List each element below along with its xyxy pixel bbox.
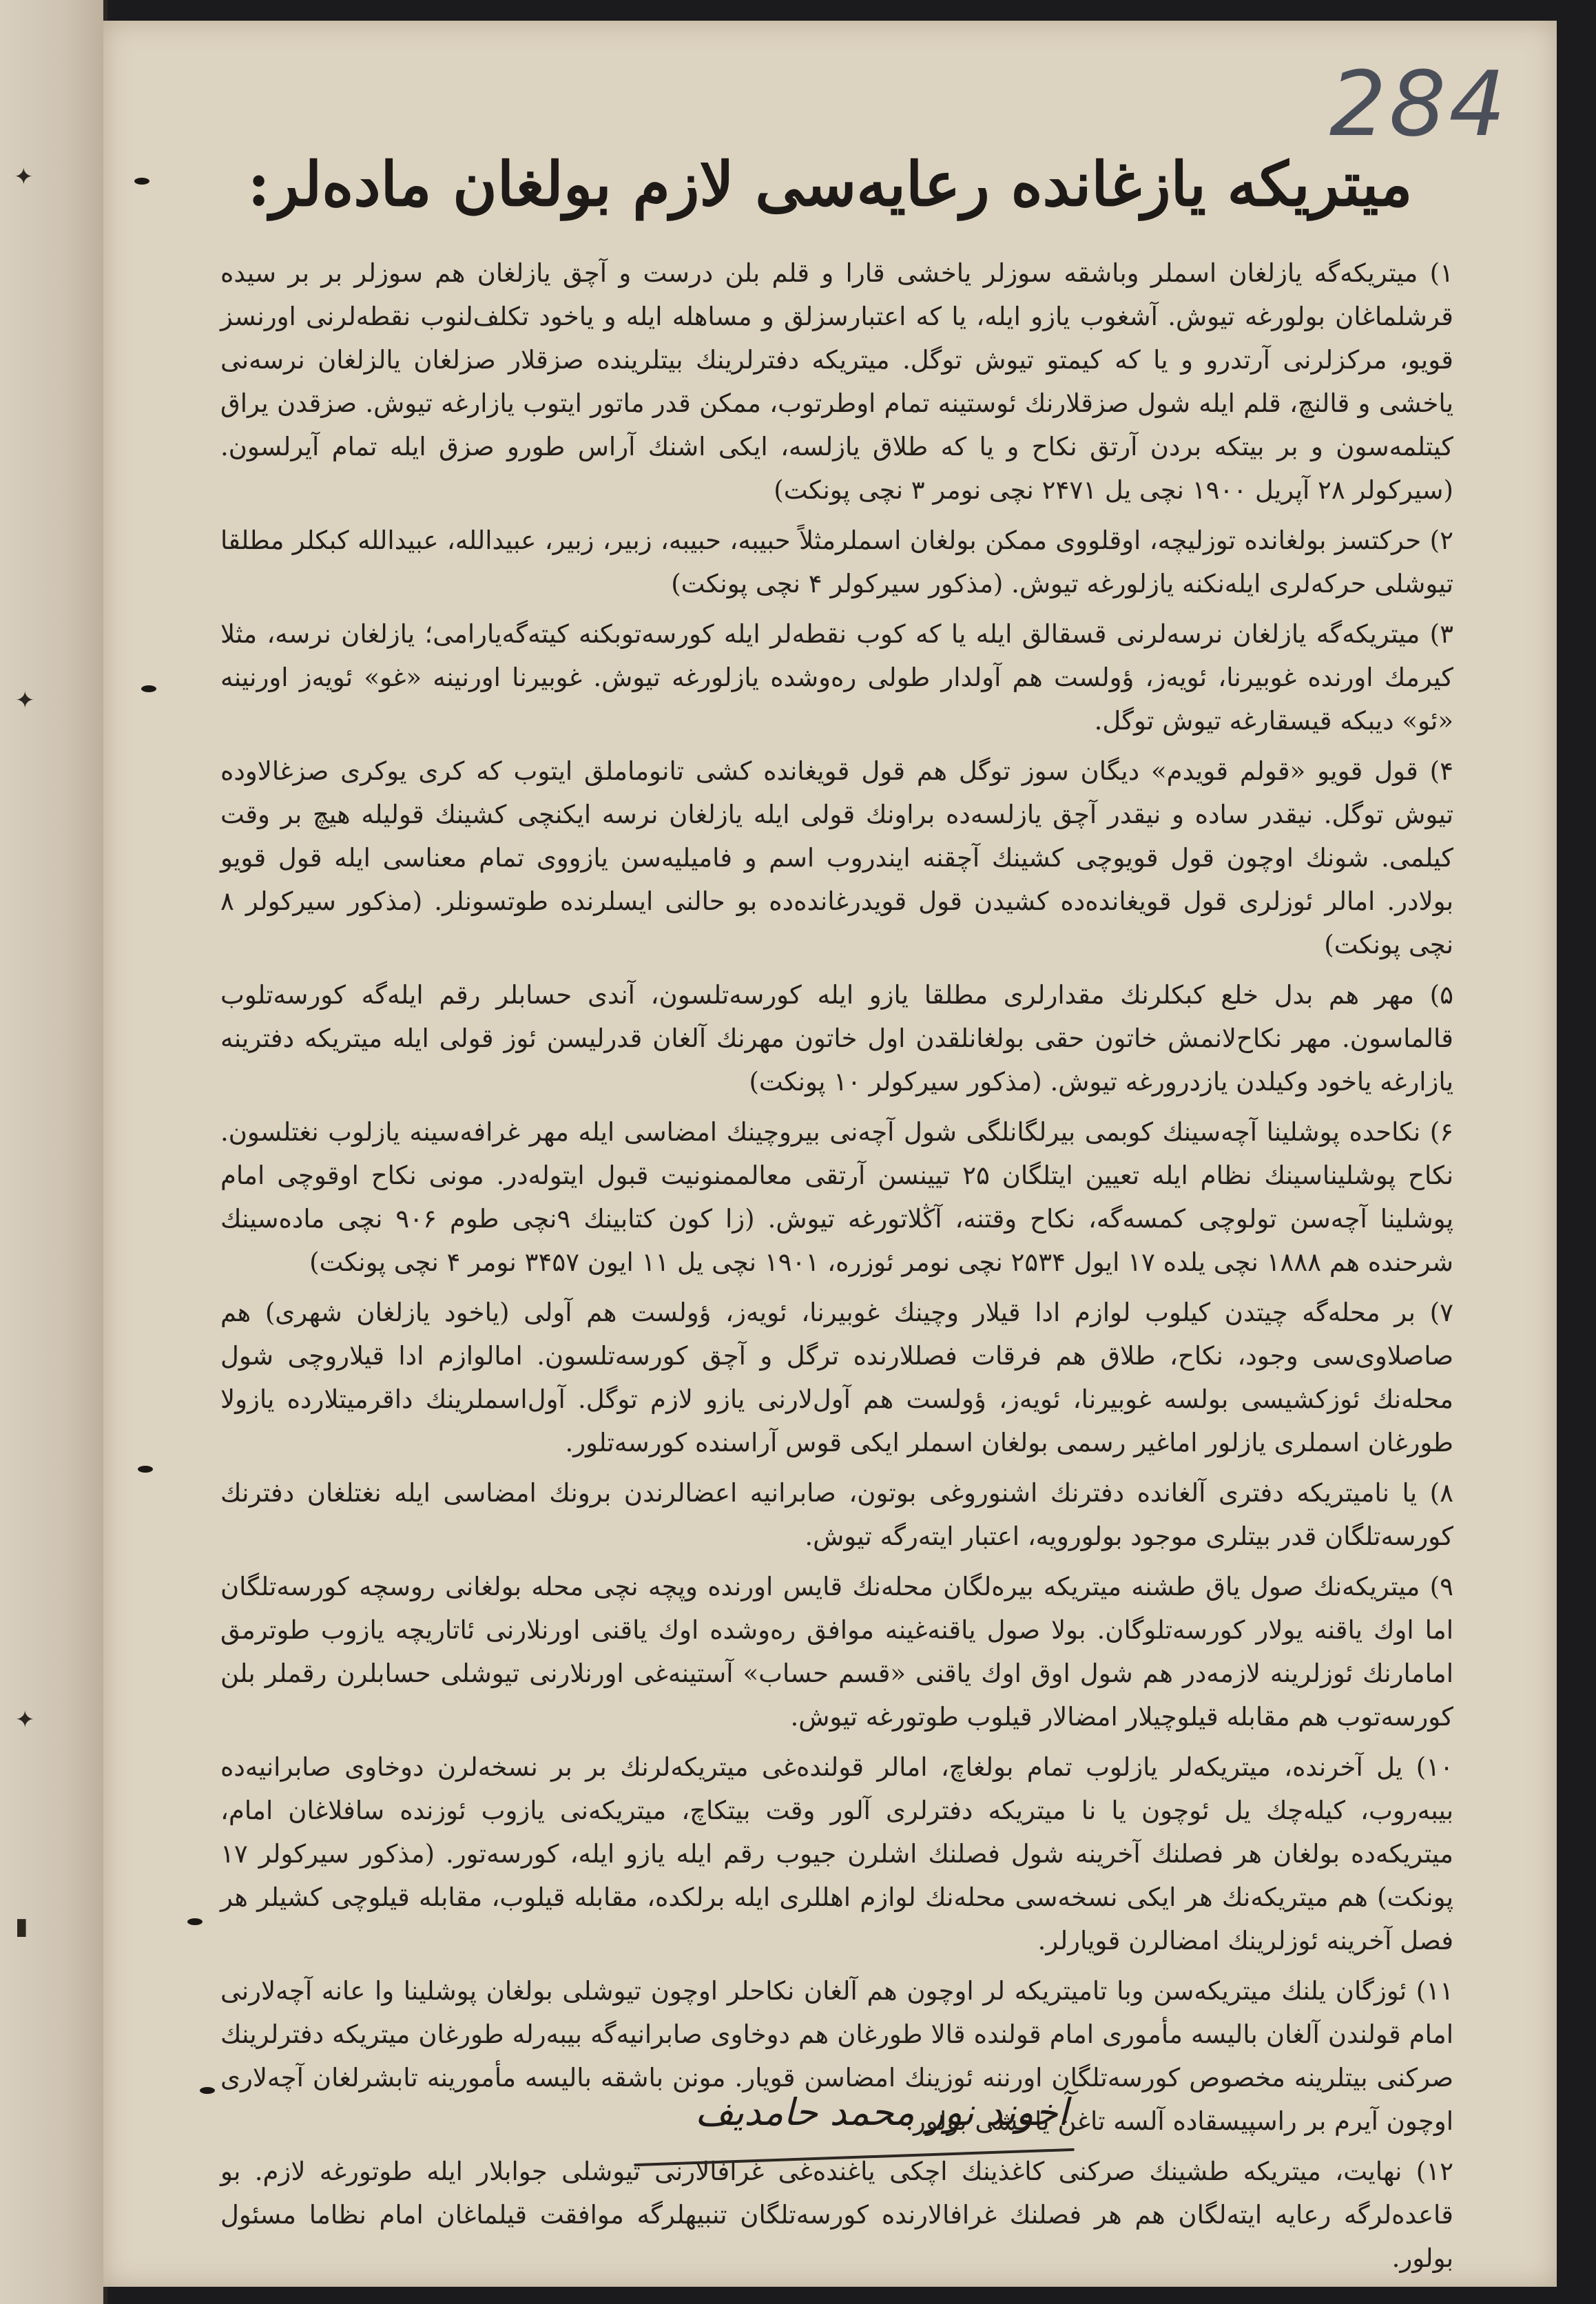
punch-hole-mark [187,1918,203,1925]
paragraph-5: ۵) مهر هم بدل خلع کبکلرنك مقدارلری مطلقا یازو ایله کورسه‌تلسون، آندی حسابلر رقم ایله‌گه کورسه‌تلوب قالماسون. مهر نکاح‌لانمش خاتون حقی بولغانلقدن اول خاتون مهرنك آلغان قدرلیسن ئوز قولی ایله میتریکه دفترینه یازارغه یاخود وکیلدن یازدرورغه تیوش. (مذکور سیرکولر ۱۰ پونکت) [220,980,1453,1097]
margin-mark: ✦ [15,1706,35,1734]
document-title: میتریکه یازغانده رعایه‌سی لازم بولغان ماده‌لر: [247,148,1413,220]
margin-mark: ✦ [15,687,35,714]
margin-mark: ▮ [15,1913,28,1940]
paragraph-8: ۸) یا نامیتریکه دفتری آلغانده دفترنك اشنوروغی بوتون، صابرانیه اعضالرندن برونك امضاسی ایله نغتلغان دفترنك کورسه‌تلگان قدر بیتلری موجود بولورویه، اعتبار ایته‌رگه تیوش. [220,1478,1453,1551]
punch-hole-mark [138,1466,153,1473]
paragraph-9: ۹) میتریکه‌نك صول یاق طشنه میتریکه بیره‌لگان محله‌نك قایس اورنده وپچه نچی محله بولغانی روسچه کورسه‌تلگان اما اوك یاقنه یولار کورسه‌تلوگان. بولا صول یاقنه‌غینه موافق رەوشدە اوك یاقنی اورنلارنی ئاتاریچه یازوب طوترمق امامارنك ئوزلرینه لازمه‌در هم شول اوق اوك یاقنی «قسم حساب» آستینه‌غی اورنلارنی تیوشلی حسابلرن رقملر بلن کورسه‌توب هم مقابله قیلوچیلار امضالار قیلوب طوتورغه تیوش. [220,1572,1453,1732]
paragraph-12: ۱۲) نهایت، میتریکه طشینك صرکنی کاغذینك اچکی یاغنده‌غی غرافالارنی تیوشلی جوابلار ایله طوتورغه لازم. بو قاعده‌لرگه رعایه ایته‌لگان هم هر فصلنك غرافالارنده کورسه‌تلگان تنبیهلرگه موافقت قیلماغان امام نظاما مسئول بولور. [220,2157,1453,2273]
paragraph-7: ۷) بر محله‌گه چیتدن کیلوب لوازم ادا قیلار وچینك غوبیرنا، ئویەز، ؤولست هم آولی (یاخود یازلغان شهری) هم صاصلاوی‌سی وجود، نکاح، طلاق هم فرقات فصللارنده ترگل و آچق کورسه‌تلسون. امالوازم ادا قیلاروچی شول محله‌نك ئوزکشیسی بولسه غوبیرنا، ئویەز، ؤولست هم آول‌لارنی یازو لازم توگل. آول‌اسملرینك داقرمیتلارده یازولا طورغان اسملری یازلور اماغیر رسمی بولغان اسملر ایکی قوس آراسنده کورسه‌تلور. [220,1298,1453,1457]
paragraph-1: ۱) میتریکه‌گه یازلغان اسملر وباشقه سوزلر یاخشی قارا و قلم بلن درست و آچق یازلغان هم سوزلر بر بر سیده قرشلماغان بولورغه تیوش. آشغوب یازو ایله، یا که اعتبارسزلق و مساهله ایله و یاخود تکلف‌لنوب نقطه‌لرنی اورنسز قویو، مرکزلرنی آرتدرو و یا که کیمتو تیوش توگل. میتریکه دفترلرینك بیتلرینده صزقلار صزلغان یالزلغان نرسه‌نی یاخشی و قالنچ، قلم ایله شول صزقلارنك ئوستینه تمام اوطرتوب، ممکن قدر ماتور ایتوب یازارغه تیوش. صزقدن یراق کیتلمه‌سون و بر بیتکه بردن آرتق نکاح و یا که طلاق یازلسه، ایکی اشنك آراس طورو صزق ایله تمام آیرلسون. (سیرکولر ۲۸ آپریل ۱۹۰۰ نچی یل ۲۴۷۱ نچی نومر ۳ نچی پونکت) [220,258,1453,505]
book-spine [0,0,107,2304]
punch-hole-mark [200,2087,215,2094]
paragraph-4: ۴) قول قویو «قولم قویدم» دیگان سوز توگل هم قول قویغانده کشی تانوماملق ایتوب که کری یوکری صزغالاوده تیوش توگل. نیقدر ساده و نیقدر آچق یازلسه‌ده براونك قولی ایله یازلغان نرسه ایکنچی کشینك قولیله هیچ بر وقت کیلمی. شونك اوچون قول قویوچی کشینك آچقنه ایندروب اسم و فامیلیه‌سن یازووی تمام معناسی ایله قول قویو بولادر. امالر ئوزلری قول قویغانده‌ده کشیدن قول قویدرغانده‌ده بو حالنی ایسلرنده طوتسونلر. (مذکور سیرکولر ۸ نچی پونکت) [220,756,1453,959]
folio-number: 284 [1329,52,1509,156]
paragraph-3: ۳) میتریکه‌گه یازلغان نرسه‌لرنی قسقالق ایله یا که کوب نقطه‌لر ایله کورسه‌توبکنه کیته‌گه‌یارامی؛ یازلغان نرسه، مثلا کیرمك اورنده غوبیرنا، ئویەز، ؤولست هم آولدار طولی رەوشدە یازلورغە تیوش. غوبیرنا اورنینە «غو» ئویەز اورنینە «ئو» دیبکە قیسقارغە تیوش توگل. [220,619,1453,736]
margin-mark: ✦ [14,163,34,191]
signature: آخوند نور محمد حامدیف [695,2090,1068,2134]
paragraph-2: ۲) حرکتسز بولغانده توزلیچه، اوقلووی ممکن بولغان اسملرمثلاً حبیبه، حبیبه، زبیر، زبیر، عبیدالله، عبیدالله کبکلر مطلقا تیوشلی حرکه‌لری ایله‌نکنه یازلورغه تیوش. (مذکور سیرکولر ۴ نچی پونکت) [220,526,1453,599]
paragraph-6: ۶) نکاحده پوشلینا آچه‌سینك کوبمی بیرلگانلگی شول آچه‌نی بیروچینك امضاسی ایله مهر غرافه‌سینه یازلوب نغتلسون. نکاح پوشلیناسینك نظام ایله تعیین ایتلگان ۲۵ تیینسن آرتقی معالممنونیت قبول ایتوله‌در. مونی نکاح اوقوچی امام پوشلینا آچه‌سن تولوچی کمسه‌گه، نکاح وقتنه، آڭلاتورغه تیوش. (زا کون کتابینك ۹نچی طوم ۹۰۶ نچی ماده‌سینك شرحنده هم ۱۸۸۸ نچی یلده ۱۷ ایول ۲۵۳۴ نچی نومر ئوزره، ۱۹۰۱ نچی یل ۱۱ ایون ۳۴۵۷ نومر ۴ نچی پونکت) [220,1117,1454,1277]
paragraph-11: ۱۱) ئوزگان یلنك میتریکه‌سن وبا تامیتریکه لر اوچون هم آلغان نکاحلر اوچون تیوشلی بولغان پوشلینا وا عانه آچه‌لارنی امام قولندن آلغان بالیسه مأموری امام قولنده قالا طورغان هم دوخاوی صابرانیه‌گه بیبه‌رله طورغان میتریکه دفترلرینك صرکنی بیتلرینه مخصوص کورسه‌تلگان اورننه ئوزینك امضاسن قویار. مونن باشقه بالیسه مأمورینه تابشرلغان آچه‌لاری اوچون آیرم بر راسپیسقاده آلسه تاغن یاخشی بولور. [220,1976,1453,2136]
paragraph-10: ۱۰) یل آخرنده، میتریکه‌لر یازلوب تمام بولغاچ، امالر قولنده‌غی میتریکه‌لرنك بر بر نسخه‌لرن دوخاوی صابرانیه‌ده بیبه‌روب، کیله‌چك یل ئوچون یا نا میتریکه دفترلری آلور وقت بیتکاچ، میتریکه‌نی یازوب ئوزنده سافلاغان امام، میتریکه‌ده بولغان هر فصلنك آخرینه شول فصلنك اشلرن جیوب رقم ایله یازو ایله، کورسه‌تور. (مذکور سیرکولر ۱۷ پونکت) هم میتریکه‌نك هر ایکی نسخه‌سی محله‌نك لوازم اهللری ایله برلکده، مقابله قیلوب، مقابله قیلوچی کشیلر هر فصل آخرینه ئوزلرینك امضالرن قویارلر. [220,1752,1453,1955]
document-page [103,21,1557,2287]
punch-hole-mark [141,685,156,692]
punch-hole-mark [134,178,149,185]
